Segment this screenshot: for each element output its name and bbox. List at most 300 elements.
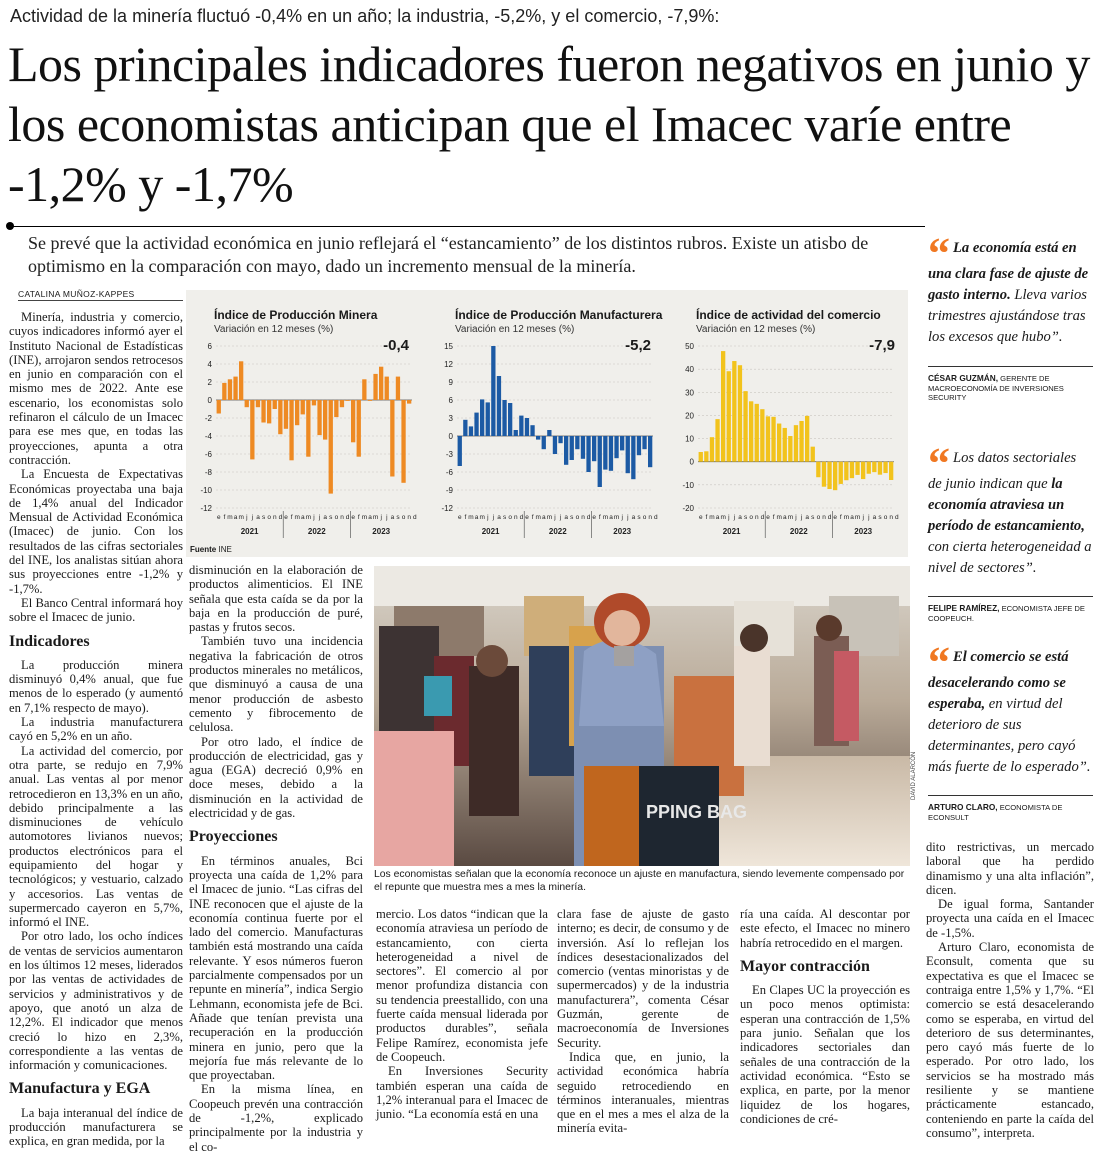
- quote-rule: [928, 596, 1093, 597]
- month-label: j: [386, 514, 388, 521]
- paragraph: La industria manufacturera cayó en 5,2% en un año.: [9, 715, 183, 744]
- paragraph: La baja interanual del índice de producción manufacturera se explica, en gran medida, por la: [9, 1105, 183, 1149]
- bar: [642, 436, 646, 449]
- bar: [497, 376, 501, 436]
- bar: [228, 379, 232, 400]
- month-label: o: [883, 514, 888, 521]
- quote-text: con cierta heterogeneidad a nivel de sectores”.: [928, 539, 1092, 576]
- byline-rule: [18, 300, 183, 301]
- year-label: 2022: [307, 527, 326, 536]
- y-tick-label: 12: [444, 360, 453, 369]
- bar: [743, 391, 747, 462]
- column-3: [376, 907, 548, 1122]
- paragraph: Arturo Claro, economista de Econsult, comenta que su expectativa es que el Imacec se contraiga entre 1,5% y 1,7%. “El comercio se está desacelerando como se esperaba, en virtud del deterioro de sus determinantes, pero cayó más fuerte de lo esperado. Por otro lado, los servicios se ha mostrado más resiliente y se mantiene prácticamente estancado, conteniendo en parte la caída del consumo”, interpreta.: [926, 940, 1094, 1140]
- bar: [805, 416, 809, 462]
- y-tick-label: 2: [207, 378, 212, 387]
- year-label: 2023: [854, 527, 873, 536]
- month-label: e: [698, 514, 703, 521]
- bar: [822, 462, 826, 487]
- bar: [217, 400, 221, 414]
- bar: [889, 462, 893, 480]
- bar: [278, 400, 282, 434]
- month-label: m: [843, 514, 850, 521]
- month-label: a: [872, 514, 877, 521]
- paragraph: La producción minera disminuyó 0,4% anual, que fue menos de lo esperado (y aumentó en 7,1% respecto de mayo).: [9, 657, 183, 715]
- paragraph: Por otro lado, el índice de producción de electricidad, gas y agua (EGA) decreció 0,9% en doce meses, debido a la disminución en la actividad de electricidad y de gas.: [189, 734, 363, 821]
- bar: [256, 400, 260, 407]
- bar: [317, 400, 321, 435]
- bar: [738, 365, 742, 462]
- subhead-indicadores: Indicadores: [9, 632, 90, 650]
- month-label: s: [878, 514, 882, 521]
- chart-title: Índice de actividad del comercio: [696, 308, 881, 322]
- bar: [827, 462, 831, 489]
- y-tick-label: -10: [200, 486, 212, 495]
- quote-text: Los datos sectoriales de junio indican que: [928, 450, 1077, 492]
- month-label: d: [412, 514, 417, 521]
- bar: [312, 400, 316, 405]
- bar: [783, 428, 787, 462]
- y-tick-label: -4: [204, 432, 212, 441]
- author-role: ECONOMISTA JEFE DE COOPEUCH.: [928, 604, 1085, 623]
- month-label: j: [728, 514, 730, 521]
- month-label: f: [290, 514, 293, 521]
- headline-rule: [10, 226, 925, 227]
- bar: [732, 361, 736, 462]
- column-2: [189, 563, 363, 1154]
- bar: [710, 437, 714, 462]
- month-label: m: [613, 514, 620, 521]
- month-label: j: [246, 514, 248, 521]
- month-label: a: [368, 514, 372, 521]
- bar: [530, 425, 534, 436]
- month-label: d: [827, 514, 832, 521]
- y-tick-label: 9: [448, 378, 453, 387]
- y-tick-label: -12: [200, 504, 212, 513]
- bar: [872, 462, 876, 472]
- author-name: FELIPE RAMÍREZ,: [928, 603, 1000, 613]
- chart-title: Índice de Producción Minera: [214, 308, 378, 322]
- bar: [564, 436, 568, 465]
- month-label: f: [223, 514, 226, 521]
- bar: [861, 462, 865, 479]
- month-label: m: [372, 514, 379, 521]
- month-label: a: [782, 514, 787, 521]
- bar: [811, 447, 815, 462]
- bar: [385, 377, 389, 400]
- month-label: f: [772, 514, 775, 521]
- month-label: j: [862, 514, 864, 521]
- paragraph: Indica que, en junio, la actividad económica habría seguido retrocediendo en términos interanuales, mientras que en el mes a mes el alza de la minería evita-: [557, 1049, 729, 1136]
- year-label: 2023: [372, 527, 391, 536]
- y-tick-label: 15: [444, 342, 453, 351]
- bar: [760, 409, 764, 462]
- bar: [239, 361, 243, 400]
- chart-subtitle: Variación en 12 meses (%): [214, 324, 334, 335]
- y-tick-label: -3: [445, 450, 453, 459]
- month-label: n: [648, 514, 653, 521]
- month-label: f: [705, 514, 708, 521]
- bar: [878, 462, 882, 475]
- paragraph: Por otro lado, los ocho índices de ventas de servicios aumentaron en los últimos 12 meses, liderados por las ventas de actividades de servicios y administrativos y de apoyo, que anotó un alza de 12,2%. El indicador que menos creció lo hizo en 2,3%, correspondiente a las ventas de información y comunicaciones.: [9, 929, 183, 1073]
- source-value: INE: [218, 545, 232, 554]
- month-label: j: [492, 514, 495, 521]
- chart-last-value: -7,9: [869, 337, 895, 354]
- quote-rule: [928, 366, 1093, 367]
- bar: [463, 420, 467, 436]
- bar: [351, 400, 355, 442]
- bar: [233, 377, 237, 400]
- bar: [547, 430, 551, 436]
- bar: [749, 401, 753, 461]
- subhead-proyecciones: Proyecciones: [189, 828, 278, 846]
- month-label: j: [733, 514, 736, 521]
- y-tick-label: -9: [445, 486, 453, 495]
- shopping-scene-image: [374, 566, 910, 866]
- bar: [609, 436, 613, 471]
- bar: [458, 436, 462, 466]
- month-label: n: [822, 514, 826, 521]
- month-label: j: [621, 514, 623, 521]
- bar: [362, 379, 366, 400]
- month-label: e: [525, 514, 529, 521]
- month-label: e: [216, 514, 221, 521]
- pull-quote-3: [928, 638, 1093, 778]
- month-label: d: [278, 514, 283, 521]
- paragraph: El Banco Central informará hoy sobre el Imacec de junio.: [9, 595, 183, 625]
- bar: [570, 436, 574, 460]
- headline: Los principales indicadores fueron negativos en junio y los economistas anticipan que el Imacec varíe entre -1,2% y -1,7%: [8, 36, 1090, 212]
- bar: [250, 400, 254, 459]
- month-label: d: [519, 514, 524, 521]
- charts-panel: [186, 290, 908, 557]
- month-label: s: [261, 514, 266, 521]
- month-label: f: [598, 514, 601, 521]
- month-label: m: [535, 514, 541, 521]
- paragraph: En Clapes UC la proyección es un poco menos optimista: esperan una contracción de 1,5% para junio. Señalan que los indicadores sectoriales dan señales de una contracción de la actividad económica. “Esto se explica, en parte, por la menor liquidez de los hogares, condiciones de cré-: [740, 983, 910, 1126]
- month-label: d: [653, 514, 658, 521]
- bar: [245, 400, 249, 407]
- quote-mark: “: [928, 229, 950, 278]
- y-tick-label: -6: [204, 450, 212, 459]
- bar: [519, 416, 523, 436]
- month-label: s: [396, 514, 400, 521]
- bar: [699, 452, 703, 462]
- lead-paragraph: Se prevé que la actividad económica en junio reflejará el “estancamiento” de los distintos rubros. Existe un atisbo de optimismo en la comparación con mayo, dado un incremento mensual de la minería.: [28, 233, 869, 276]
- quote-bold: la economía atraviesa un período de estancamiento,: [928, 476, 1085, 534]
- bar: [558, 436, 562, 443]
- y-tick-label: 3: [448, 414, 453, 423]
- bar: [637, 436, 641, 455]
- pull-quote-2: [928, 439, 1093, 579]
- bar: [553, 436, 557, 454]
- year-label: 2021: [722, 527, 741, 536]
- month-label: o: [749, 514, 754, 521]
- subhead-manufactura: Manufactura y EGA: [9, 1080, 151, 1098]
- paragraph: También tuvo una incidencia negativa la fabricación de otros productos minerales no metálicos, que disminuyó a causa de una menor producción de asbesto cemento y fibrocemento de celulosa.: [189, 634, 363, 735]
- month-label: m: [546, 514, 553, 521]
- bar: [799, 421, 803, 462]
- quote-author-1: [928, 374, 1098, 403]
- month-label: a: [805, 514, 810, 521]
- month-label: a: [474, 514, 479, 521]
- bar: [502, 400, 506, 436]
- month-label: a: [738, 514, 742, 521]
- pull-quote-1: [928, 229, 1093, 348]
- quote-text: Lleva varios trimestres ajustándose tras los excesos que hubo”.: [928, 287, 1087, 345]
- bar: [407, 400, 411, 404]
- bar: [883, 462, 887, 473]
- month-label: n: [754, 514, 759, 521]
- month-label: n: [407, 514, 412, 521]
- kicker: Actividad de la minería fluctuó -0,4% en un año; la industria, -5,2%, y el comercio, -7,9%:: [10, 6, 720, 26]
- bar: [771, 417, 775, 462]
- bar: [301, 400, 305, 414]
- bar: [334, 400, 338, 417]
- month-label: s: [811, 514, 815, 521]
- quote-author-2: [928, 604, 1098, 623]
- month-label: f: [357, 514, 360, 521]
- column-4: [557, 907, 729, 1136]
- month-label: a: [850, 514, 854, 521]
- y-tick-label: 6: [207, 342, 212, 351]
- month-label: j: [380, 514, 382, 521]
- bag-text: PPING BAG: [646, 802, 748, 822]
- bar: [575, 436, 579, 449]
- month-label: a: [390, 514, 395, 521]
- month-label: j: [313, 514, 315, 521]
- store-photo: [374, 566, 910, 866]
- bar: [401, 400, 405, 483]
- bar: [474, 413, 478, 436]
- bar: [345, 400, 349, 401]
- y-tick-label: 20: [685, 411, 694, 421]
- bar: [329, 400, 333, 494]
- bar: [833, 462, 837, 490]
- column-6: [926, 840, 1094, 1140]
- year-label: 2021: [481, 527, 500, 536]
- subhead-mayor: Mayor contracción: [740, 957, 870, 975]
- bar: [306, 400, 310, 457]
- y-tick-label: 0: [448, 432, 453, 441]
- month-label: a: [233, 514, 238, 521]
- year-label: 2022: [789, 527, 808, 536]
- bar: [542, 436, 546, 449]
- bar: [284, 400, 288, 429]
- y-tick-label: -10: [682, 480, 694, 490]
- chart-comercio: [668, 290, 898, 540]
- chart-subtitle: Variación en 12 meses (%): [455, 324, 575, 335]
- month-label: e: [766, 514, 770, 521]
- paragraph: En términos anuales, Bci proyecta una caída de 1,2% para el Imacec de junio. “Las cifras del INE reconocen que el ajuste de la economía continua fuerte por el lado del comercio. Manufacturas también está mostrando una caída relevante. Y esos números fueron parcialmente compensados por un repunte en minería”, indica Sergio Lehmann, economista jefe de Bci. Añade que tenían prevista una recuperación en la producción minera en junio, pero que la mejoría fue más relevante de lo que proyectaban.: [189, 853, 363, 1083]
- bar: [850, 462, 854, 478]
- month-label: m: [854, 514, 861, 521]
- bar: [788, 436, 792, 462]
- month-label: j: [795, 514, 797, 521]
- bar: [777, 424, 781, 462]
- bar: [620, 436, 624, 450]
- column-5: [740, 907, 910, 1126]
- bar: [648, 436, 652, 467]
- quote-bold: La economía está en una clara fase de ajuste de gasto interno.: [928, 240, 1089, 303]
- month-label: e: [351, 514, 356, 521]
- month-label: e: [833, 514, 838, 521]
- bar: [592, 436, 596, 461]
- month-label: o: [816, 514, 821, 521]
- month-label: j: [627, 514, 629, 521]
- month-label: e: [284, 514, 288, 521]
- bar: [340, 400, 344, 407]
- month-label: a: [715, 514, 720, 521]
- y-tick-label: 0: [689, 457, 694, 467]
- bar: [844, 462, 848, 481]
- bar: [295, 400, 299, 425]
- month-label: m: [479, 514, 485, 521]
- bar: [816, 462, 820, 478]
- bar: [727, 371, 731, 461]
- bar: [598, 436, 602, 487]
- chart-title: Índice de Producción Manufacturera: [455, 308, 663, 322]
- bar: [396, 377, 400, 400]
- month-label: o: [401, 514, 406, 521]
- chart-subtitle: Variación en 12 meses (%): [696, 324, 816, 335]
- month-label: s: [502, 514, 507, 521]
- quote-mark: “: [928, 439, 950, 488]
- y-tick-label: -12: [441, 504, 453, 513]
- bar: [491, 346, 495, 436]
- bar: [357, 400, 361, 457]
- month-label: d: [894, 514, 899, 521]
- bar: [581, 436, 585, 459]
- bar: [525, 418, 529, 436]
- chart-last-value: -0,4: [383, 337, 409, 354]
- month-label: d: [586, 514, 591, 521]
- y-tick-label: 50: [685, 342, 694, 351]
- month-label: m: [709, 514, 715, 521]
- month-label: m: [776, 514, 782, 521]
- paragraph: En Inversiones Security también esperan una caída de 1,2% interanual para el Imacec de junio. “La economía está en una: [376, 1064, 548, 1122]
- bar: [839, 462, 843, 484]
- year-label: 2021: [240, 527, 259, 536]
- author-name: CÉSAR GUZMÁN,: [928, 373, 999, 383]
- bar: [603, 436, 607, 470]
- month-label: j: [251, 514, 254, 521]
- bar: [508, 403, 512, 436]
- bar: [368, 400, 372, 401]
- photo-credit: DAVID ALARCÓN: [911, 751, 917, 800]
- quote-bold: El comercio se está desacelerando como se esperaba,: [928, 649, 1069, 712]
- bar: [486, 402, 490, 436]
- month-label: s: [570, 514, 574, 521]
- month-label: n: [889, 514, 894, 521]
- bar: [794, 425, 798, 462]
- month-label: o: [508, 514, 513, 521]
- bar: [766, 416, 770, 461]
- month-label: s: [329, 514, 333, 521]
- bar: [867, 462, 871, 474]
- bar: [261, 400, 265, 423]
- bar: [586, 436, 590, 472]
- bar: [704, 451, 708, 461]
- y-tick-label: 6: [448, 396, 453, 405]
- bar: [267, 400, 271, 423]
- chart-manufactura: [427, 290, 663, 540]
- bar: [614, 436, 618, 458]
- bar: [289, 400, 293, 460]
- month-label: e: [457, 514, 462, 521]
- author-role: ECONOMISTA DE ECONSULT: [928, 803, 1063, 822]
- bar: [755, 404, 759, 462]
- month-label: m: [602, 514, 609, 521]
- month-label: s: [743, 514, 748, 521]
- chart-source: [190, 545, 232, 554]
- month-label: m: [361, 514, 368, 521]
- month-label: m: [787, 514, 794, 521]
- quote-rule: [928, 795, 1093, 796]
- y-tick-label: 40: [685, 365, 694, 375]
- month-label: f: [464, 514, 467, 521]
- month-label: a: [631, 514, 636, 521]
- source-label: Fuente: [190, 545, 217, 554]
- bar: [480, 399, 484, 436]
- paragraph: La actividad del comercio, por otra parte, se redujo en 7,9% anual. Las ventas al por menor retrocedieron en 13,3% en un año, debido principalmente a las disminuciones de vehículo automotores livianos nuevos; productos electrónicos para el equipamiento del hogar y tecnológicos; y vestuario, calzado y accesorios. Las ventas de supermercado cayeron en 5,7%, informó el INE.: [9, 743, 183, 930]
- photo-caption: Los economistas señalan que la economía reconoce un ajuste en manufactura, siendo levemente compensado por el repunte que muestra mes a mes la minería.: [374, 869, 905, 893]
- paragraph: De igual forma, Santander proyecta una caída en el Imacec de -1,5%.: [926, 897, 1094, 940]
- month-label: o: [334, 514, 339, 521]
- month-label: m: [238, 514, 244, 521]
- quote-mark: “: [928, 638, 950, 687]
- month-label: o: [267, 514, 272, 521]
- byline: CATALINA MUÑOZ-KAPPES: [18, 289, 135, 299]
- y-tick-label: 4: [207, 360, 212, 369]
- y-tick-label: -6: [445, 468, 453, 477]
- paragraph: clara fase de ajuste de gasto interno; es decir, de consumo y de inversión. Así lo reflejan los índices desestacionalizados del comercio (ventas minoristas y de supermercados) y de la industria manufacturera”, comenta César Guzmán, gerente de macroeconomía de Inversiones Security.: [557, 907, 729, 1050]
- bar: [390, 400, 394, 477]
- month-label: m: [468, 514, 474, 521]
- paragraph: En la misma línea, en Coopeuch prevén una contracción de -1,2%, explicado principalmente por la industria y el co-: [189, 1082, 363, 1154]
- author-role: GERENTE DE MACROECONOMÍA DE INVERSIONES SECURITY: [928, 374, 1064, 402]
- month-label: j: [554, 514, 556, 521]
- bar: [626, 436, 630, 473]
- year-label: 2022: [548, 527, 567, 536]
- month-label: j: [487, 514, 489, 521]
- paragraph: La Encuesta de Expectativas Económicas proyectaba una baja de 1,4% anual del Indicador Mensual de Actividad Económica (Imacec) de junio. Con los resultados de las cifras sectoriales del INE, los analistas sitúan ahora sus proyecciones entre -1,2% y -1,7%.: [9, 467, 183, 596]
- bar: [514, 430, 518, 436]
- bar: [379, 367, 383, 400]
- month-label: m: [294, 514, 300, 521]
- month-label: a: [300, 514, 305, 521]
- paragraph: mercio. Los datos “indican que la economía atraviesa un período de estancamiento, con cierta heterogeneidad a nivel de sectores”. El comercio al por menor profundiza distancia con su tendencia preestallido, con una fuerte caída mensual liderada por productos durables”, señala Felipe Ramírez, economista jefe de Coopeuch.: [376, 907, 548, 1064]
- bar: [469, 426, 473, 436]
- y-tick-label: -20: [682, 504, 694, 513]
- bar: [855, 462, 859, 475]
- bar: [721, 351, 725, 462]
- bar: [222, 383, 226, 400]
- bar: [631, 436, 635, 479]
- month-label: d: [345, 514, 350, 521]
- quote-text: en virtud del deterioro de sus determinantes, pero cayó más fuerte de lo esperado”.: [928, 696, 1091, 775]
- bar: [323, 400, 327, 440]
- bar: [273, 400, 277, 409]
- month-label: f: [531, 514, 534, 521]
- month-label: j: [800, 514, 803, 521]
- bar: [715, 419, 719, 462]
- month-label: m: [305, 514, 312, 521]
- month-label: f: [839, 514, 842, 521]
- paragraph: ría una caída. Al descontar por este efecto, el Imacec no minero habría retrocedido en el margen.: [740, 907, 910, 950]
- paragraph: Minería, industria y comercio, cuyos indicadores informó ayer el Instituto Nacional de Estadísticas (INE), arrojaron sendos retrocesos en junio en comparación con el mismo mes de 2022. Ante ese escenario, los economistas solo refinaron el cálculo de un Imacec para ese mes que, en todas las proyecciones, apunta a otra contracción.: [9, 310, 183, 467]
- month-label: n: [513, 514, 518, 521]
